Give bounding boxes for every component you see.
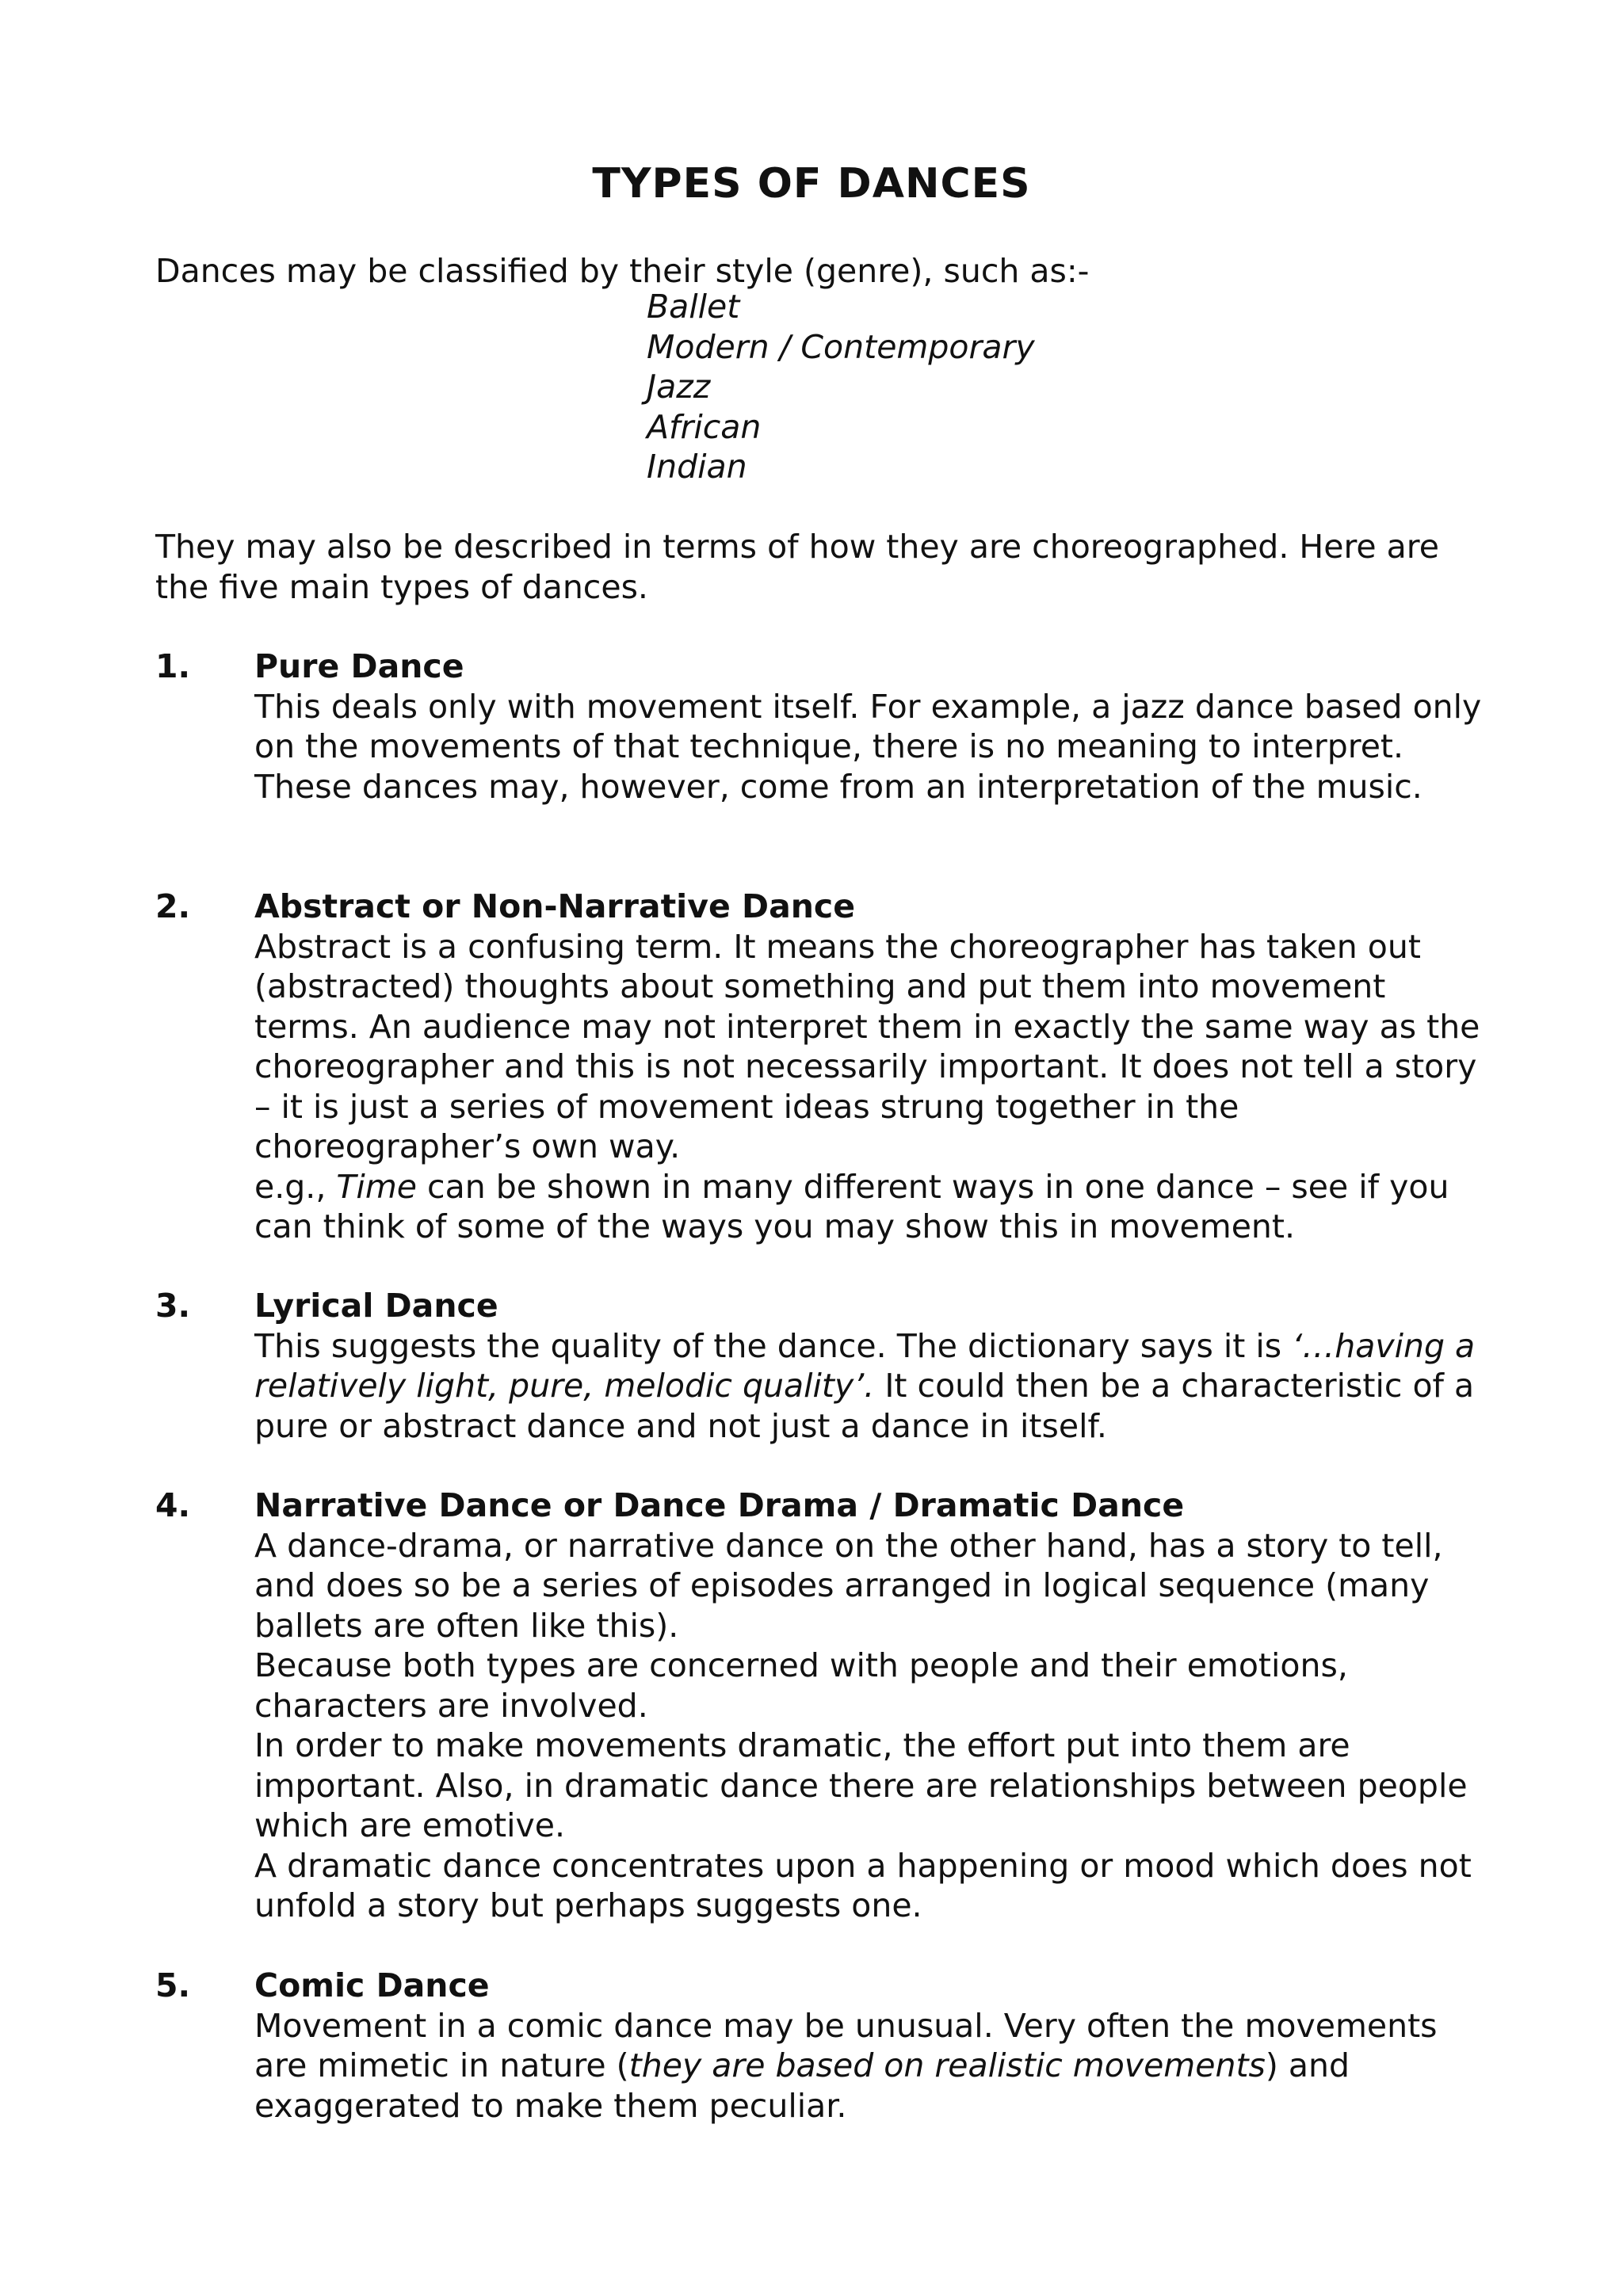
body-start: This suggests the quality of the dance. The dictionary says it is (254, 1326, 1293, 1365)
section-paragraph: Because both types are concerned with people and their emotions, characters are involved. (254, 1646, 1348, 1725)
section-heading: Pure Dance (254, 647, 464, 685)
style-item: Indian (647, 448, 747, 486)
section-number: 3. (155, 1287, 191, 1325)
style-item: African (647, 407, 762, 446)
section-number: 4. (155, 1486, 191, 1524)
style-item: Jazz (647, 368, 711, 406)
section-paragraph: A dance-drama, or narrative dance on the other hand, has a story to tell, and does so be a series of episodes arranged in logical sequence (many ballets are often like this). (254, 1526, 1443, 1645)
section-heading: Narrative Dance or Dance Drama / Dramatic Dance (254, 1486, 1185, 1524)
body-end: It could then be a characteristic of a pure or abstract dance and not just a dance in itself. (254, 1367, 1475, 1445)
dance-style-list (647, 287, 1035, 487)
section-body (254, 2006, 1491, 2126)
section-body (254, 1326, 1491, 1447)
section-paragraph: In order to make movements dramatic, the effort put into them are important. Also, in dramatic dance there are relationships between people which are emotive. (254, 1726, 1468, 1844)
section-body: This deals only with movement itself. For example, a jazz dance based only on the movements of that technique, there is no meaning to interpret. These dances may, however, come from an interpretation of the music. (254, 687, 1482, 806)
section-example (254, 1167, 1491, 1247)
section-heading: Lyrical Dance (254, 1287, 498, 1325)
choreography-paragraph: They may also be described in terms of how they are choreographed. Here are the five main types of dances. (155, 528, 1439, 606)
section-body: Abstract is a confusing term. It means the choreographer has taken out (abstracted) thoughts about something and put them into movement terms. An audience may not interpret them in exactly the same way as the choreographer and this is not necessarily important. It does not tell a story – it is just a series of movement ideas strung together in the choreographer’s own way. (254, 927, 1480, 1165)
section-number: 5. (155, 1966, 191, 2004)
style-item: Ballet (647, 288, 740, 326)
style-item: Modern / Contemporary (647, 327, 1035, 366)
section-heading: Comic Dance (254, 1966, 490, 2004)
dictionary-quote: ‘…having a relatively light, pure, melodic quality’. (254, 1326, 1476, 1405)
section-number: 2. (155, 887, 191, 925)
section-paragraph: A dramatic dance concentrates upon a happening or mood which does not unfold a story but perhaps suggests one. (254, 1846, 1472, 1924)
body-end: ) and exaggerated to make them peculiar. (254, 2046, 1350, 2125)
section-heading: Abstract or Non-Narrative Dance (254, 887, 856, 925)
page-title: TYPES OF DANCES (592, 160, 1031, 208)
example-italic: Time (336, 1167, 417, 1206)
example-rest: can be shown in many different ways in one dance – see if you can think of some of the ways you may show this in movement. (254, 1167, 1449, 1245)
section-number: 1. (155, 647, 191, 685)
body-start: Movement in a comic dance may be unusual. Very often the movements are mimetic in nature ( (254, 2006, 1438, 2084)
example-prefix: e.g., (254, 1167, 337, 1206)
intro-paragraph: Dances may be classified by their style (genre), such as:- (155, 252, 1090, 290)
realistic-note: they are based on realistic movements (628, 2046, 1266, 2084)
